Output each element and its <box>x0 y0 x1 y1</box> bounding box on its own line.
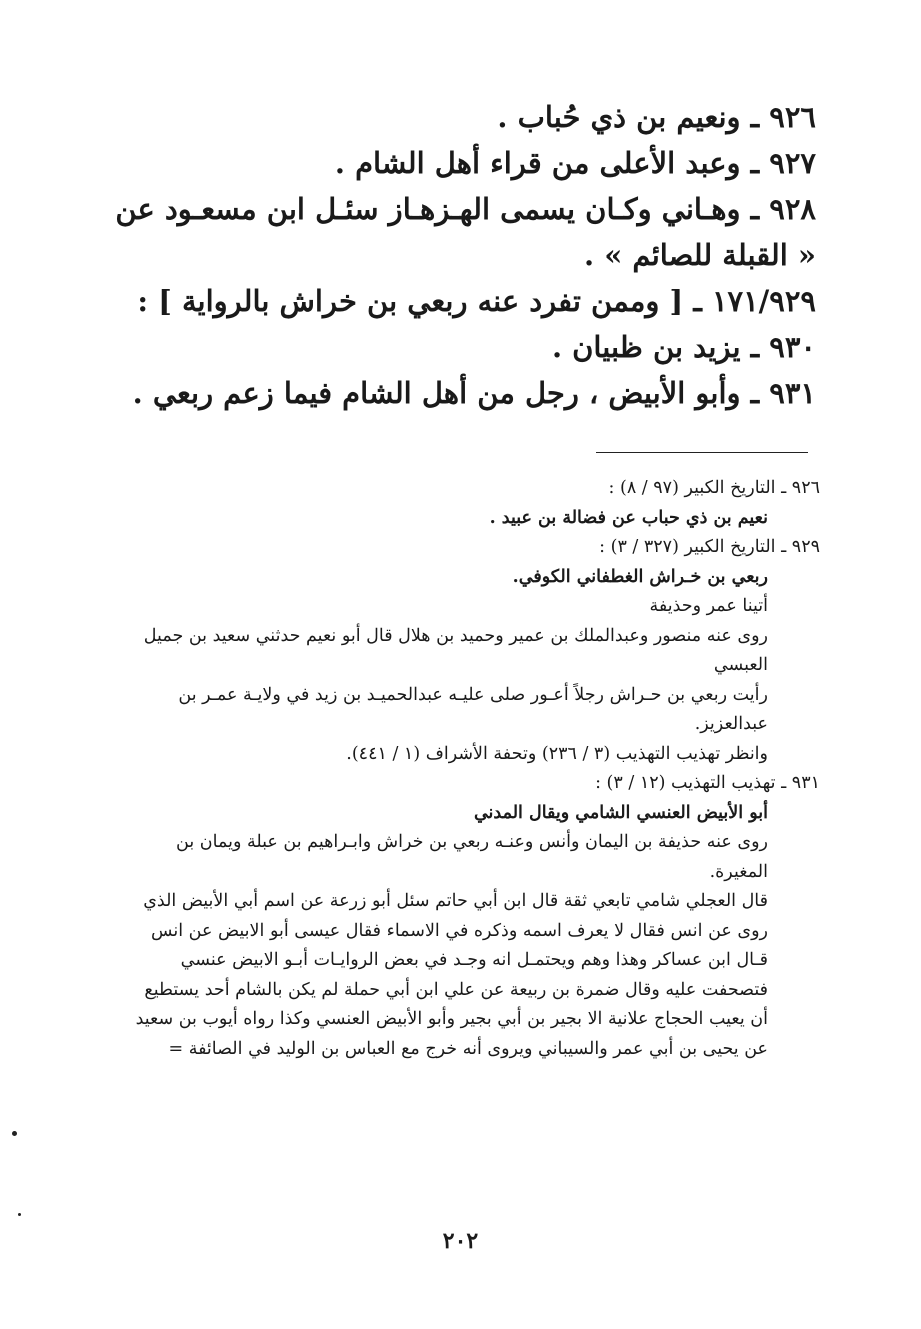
entry-929-heading: ١٧١/٩٢٩ ـ [ وممن تفرد عنه ربعي بن خراش بالرواية ] : <box>137 284 816 318</box>
page-number: ٢٠٢ <box>442 1228 479 1254</box>
footnote-926-heading: ٩٢٦ ـ التاريخ الكبير (٩٧ / ٨) : <box>608 478 820 498</box>
footnote-929-line: وانظر تهذيب التهذيب (٣ / ٢٣٦) وتحفة الأشراف (١ / ٤٤١). <box>346 743 768 764</box>
entry-text: ونعيم بن ذي حُباب . <box>497 100 741 134</box>
footnote-929-line: روى عنه منصور وعبدالملك بن عمير وحميد بن هلال قال أبو نعيم حدثني سعيد بن جميل العبسي <box>143 625 768 675</box>
scan-speck <box>12 1131 17 1136</box>
footnote-926-body: نعيم بن ذي حباب عن فضالة بن عبيد . <box>489 507 768 528</box>
footnote-929-heading: ٩٢٩ ـ التاريخ الكبير (٣٢٧ / ٣) : <box>599 537 820 557</box>
entry-number: ٩٣١ <box>769 376 816 410</box>
footnotes <box>112 474 820 1064</box>
entry-text: وأبو الأبيض ، رجل من أهل الشام فيما زعم ربعي . <box>132 376 741 410</box>
entry-number: ٩٢٧ <box>769 146 816 180</box>
main-entries <box>100 94 816 416</box>
footnote-931-name: أبو الأبيض العنسي الشامي ويقال المدني <box>473 802 768 823</box>
entry-text: وهـاني وكـان يسمى الهـزهـاز سئـل ابن مسعـود عن « القبلة للصائم » . <box>115 192 816 272</box>
scan-speck <box>18 1213 21 1216</box>
entry-number: ٩٢٦ <box>769 100 816 134</box>
footnote-931-heading: ٩٣١ ـ تهذيب التهذيب (١٢ / ٣) : <box>595 773 820 793</box>
entry-number: ١٧١/٩٢٩ <box>711 284 816 318</box>
entry-number: ٩٣٠ <box>769 330 816 364</box>
entry-text: وعبد الأعلى من قراء أهل الشام . <box>334 146 741 180</box>
footnote-929-line: أتينا عمر وحذيفة <box>649 596 768 616</box>
footnote-929-name: ربعي بن خـراش الغطفاني الكوفي. <box>512 566 768 587</box>
footnote-931-line: روى عنه حذيفة بن اليمان وأنس وعنـه ربعي بن خراش وابـراهيم بن عبلة ويمان بن المغيرة. <box>176 832 768 882</box>
entry-927: ٩٢٧ ـ وعبد الأعلى من قراء أهل الشام . <box>334 146 816 180</box>
entry-931: ٩٣١ ـ وأبو الأبيض ، رجل من أهل الشام فيما زعم ربعي . <box>132 376 816 410</box>
entry-text: [ وممن تفرد عنه ربعي بن خراش بالرواية ] : <box>137 284 684 318</box>
entry-926: ٩٢٦ ـ ونعيم بن ذي حُباب . <box>497 100 816 134</box>
entry-text: يزيد بن ظبيان . <box>551 330 741 364</box>
entry-928: ٩٢٨ ـ وهـاني وكـان يسمى الهـزهـاز سئـل ابن مسعـود عن « القبلة للصائم » . <box>115 192 816 272</box>
entry-930: ٩٣٠ ـ يزيد بن ظبيان . <box>551 330 816 364</box>
entry-number: ٩٢٨ <box>769 192 816 226</box>
footnote-divider <box>596 452 808 453</box>
footnote-931-line: قال العجلي شامي تابعي ثقة قال ابن أبي حاتم سئل أبو زرعة عن اسم أبي الأبيض الذي روى عن انس فقال لا يعرف اسمه وذكره في الاسماء فقال عيسى أبو الابيض عن انس قـال ابن عساكر وهذا وهم ويحتمـل انه وجـد في بعض الروايـات أبـو الابيض عنسي فتصحفت عليه وقال ضمرة بن ربيعة عن علي ابن أبي حملة لم يكن بالشام أحد يستطيع أن يعيب الحجاج علانية الا بجير بن أبي بجير وأبو الأبيض العنسي وكذا رواه أيوب بن سعيد عن يحيى بن أبي عمر والسيباني ويروى أنه خرج مع العباس بن الوليد في الصائفة = <box>135 891 768 1059</box>
footnote-929-line: رأيت ربعي بن حـراش رجلاً أعـور صلى عليـه عبدالحميـد بن زيد في ولايـة عمـر بن عبدالعزيز. <box>178 684 768 734</box>
